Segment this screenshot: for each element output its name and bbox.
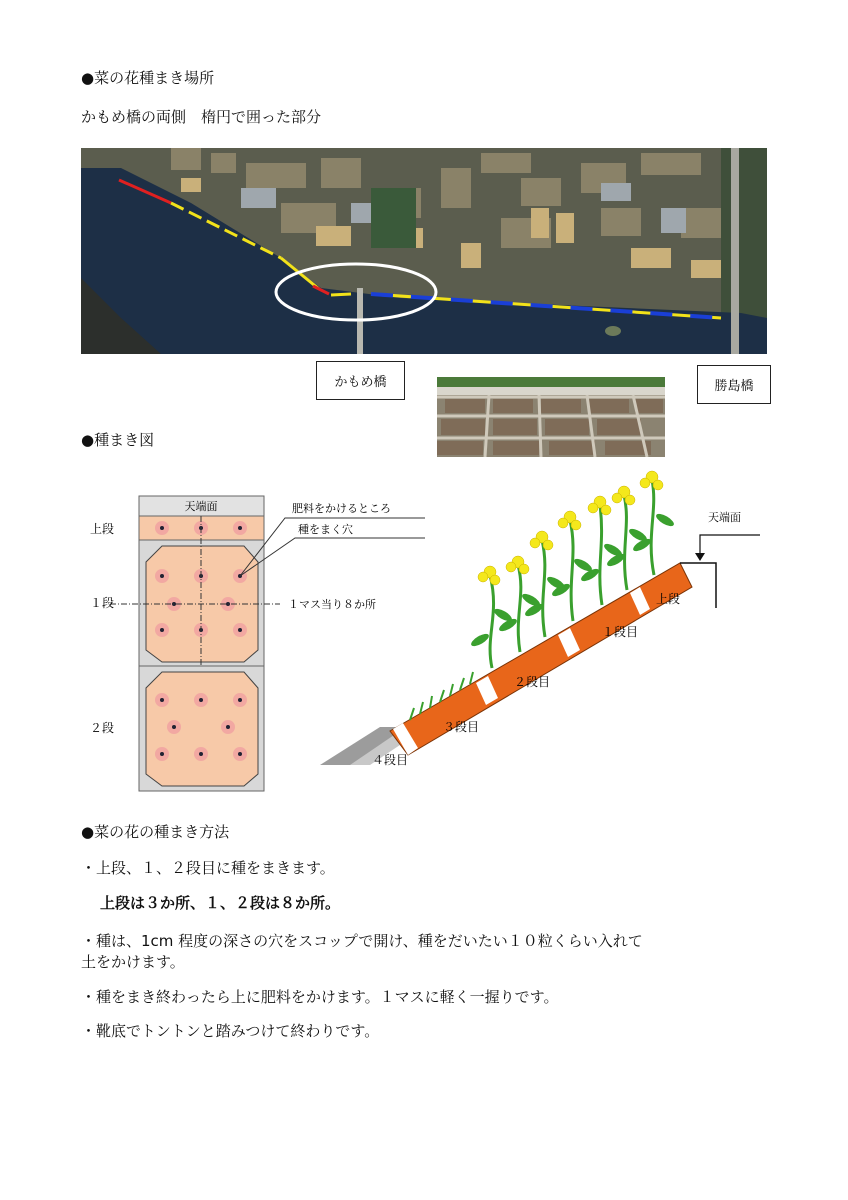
aerial-map-image (81, 148, 767, 354)
method-line-1: ・上段、１、２段目に種をまきます。 (81, 859, 335, 877)
step-label-upper: 上段 (656, 592, 681, 606)
row-label-1: １段 (90, 596, 115, 610)
top-face-label: 天端面 (184, 500, 218, 513)
method-line-3a: ・種は、1cm 程度の深さの穴をスコップで開け、種をだいたい１０粒くらい入れて (81, 932, 643, 950)
section-heading-diagram: ●種まき図 (81, 431, 155, 449)
callout-fertilizer: 肥料をかけるところ (292, 502, 391, 515)
bridge-label-kamome: かもめ橋 (316, 361, 405, 400)
per-square-count: １マス当り８か所 (288, 598, 376, 611)
arrow-down-icon (695, 535, 760, 561)
method-line-4: ・種をまき終わったら上に肥料をかけます。１マスに軽く一握りです。 (81, 988, 559, 1006)
method-line-3b: 土をかけます。 (81, 953, 185, 971)
top-face-label-right: 天端面 (708, 511, 741, 524)
step-label-1: １段目 (602, 625, 639, 639)
row-label-upper: 上段 (90, 522, 115, 536)
section-heading-location: ●菜の花種まき場所 (81, 69, 215, 87)
slope-cross-section-diagram (320, 465, 780, 775)
row-label-2: ２段 (90, 721, 115, 735)
step-label-3: ３段目 (443, 720, 480, 734)
callout-seed-hole: 種をまく穴 (298, 523, 353, 536)
section-heading-method: ●菜の花の種まき方法 (81, 823, 230, 841)
method-line-5: ・靴底でトントンと踏みつけて終わりです。 (81, 1022, 380, 1040)
step-label-4: ４段目 (372, 753, 409, 767)
location-description: かもめ橋の両側 楕円で囲った部分 (81, 108, 322, 126)
method-line-2: 上段は３か所、１、２段は８か所。 (100, 894, 341, 912)
bridge-label-katsushima: 勝島橋 (697, 365, 771, 404)
slope-photo (437, 377, 665, 457)
step-label-2: ２段目 (514, 675, 551, 689)
